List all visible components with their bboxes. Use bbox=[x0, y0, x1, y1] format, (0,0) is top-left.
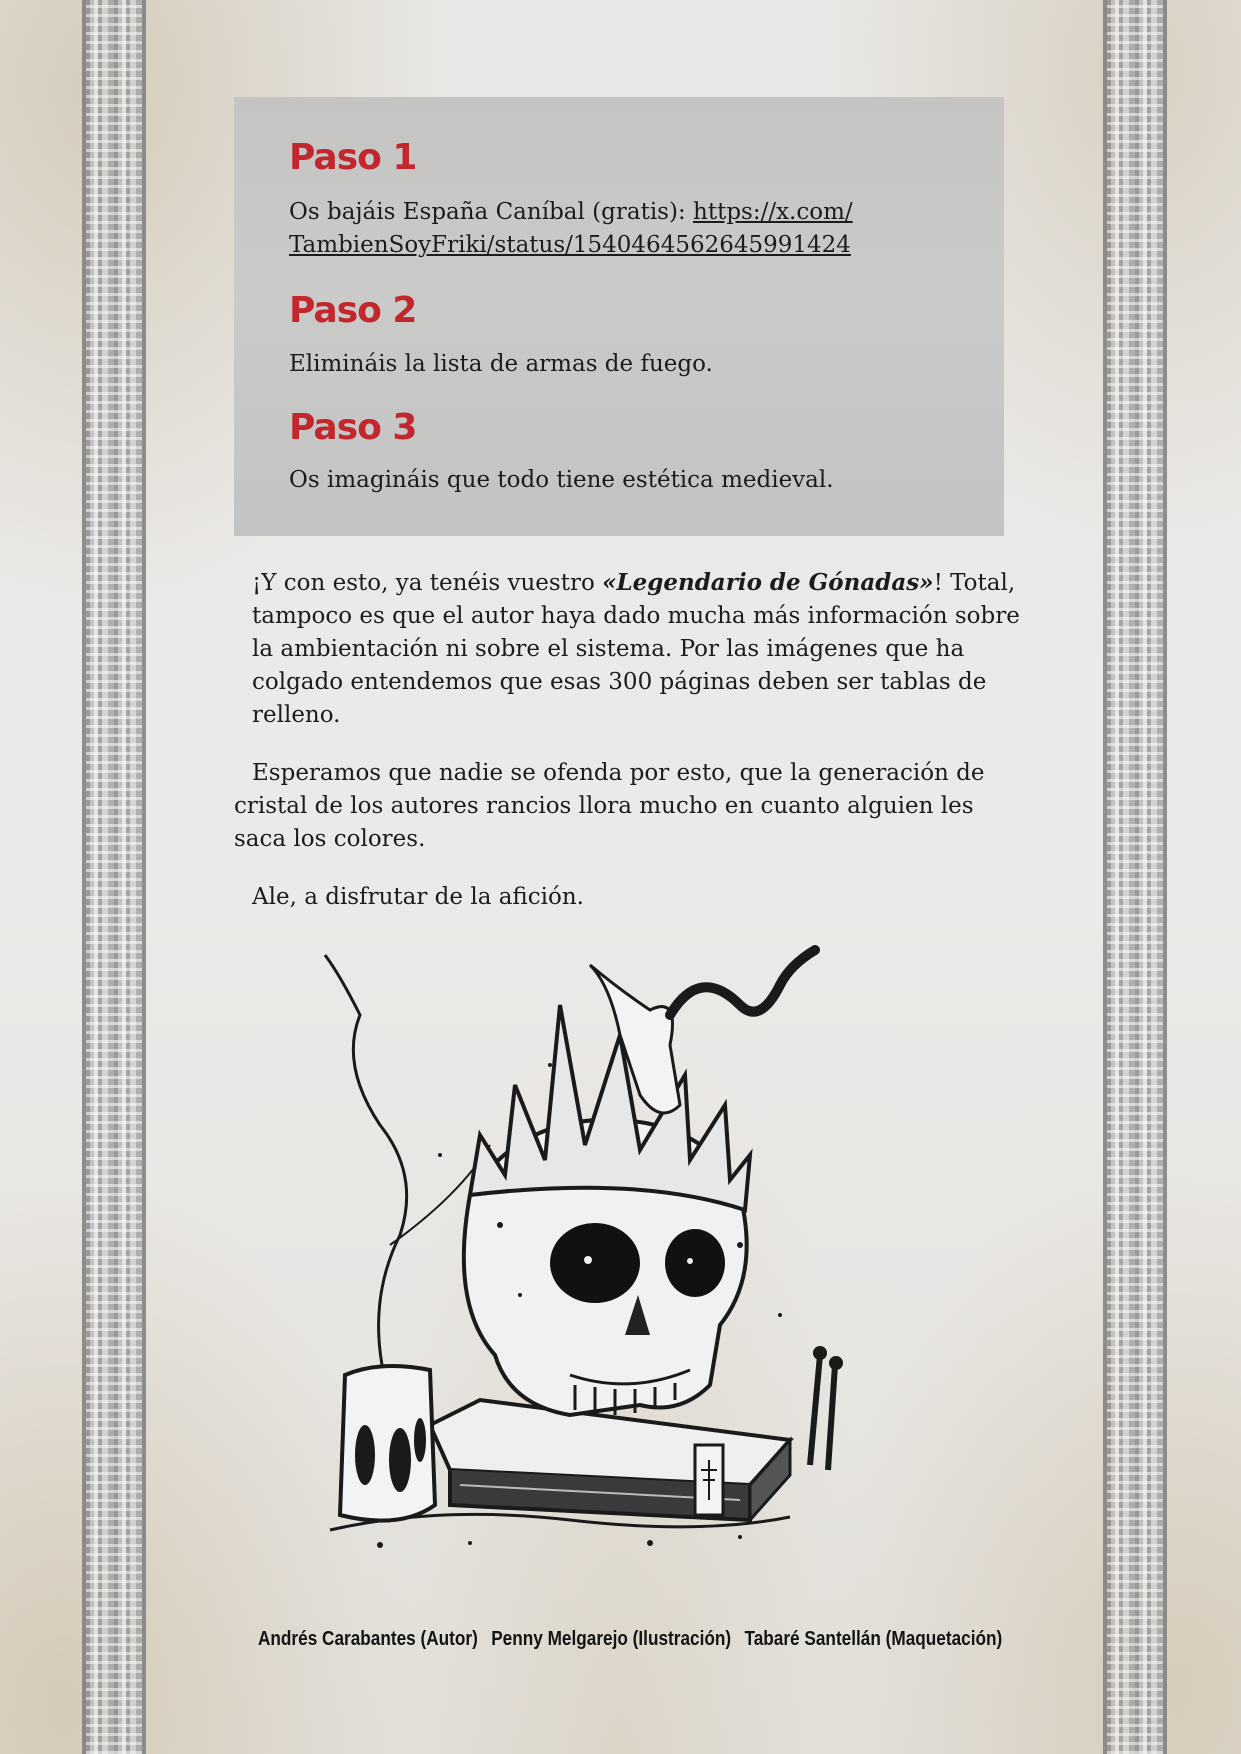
step-2-text: Elimináis la lista de armas de fuego. bbox=[289, 351, 713, 377]
credits-line bbox=[258, 1628, 1003, 1651]
credit-illustrator: Penny Melgarejo (Ilustración) bbox=[491, 1628, 732, 1650]
paragraph-2: Esperamos que nadie se ofenda por esto, que la generación de cristal de los autores rancios llora mucho en cuanto alguien les saca los colores. bbox=[234, 760, 985, 852]
paragraph-1-end: ! Total, tampoco es que el autor haya dado mucha más información sobre la ambientación ni sobre el sistema. Por las imágenes que ha colgado entendemos que esas 300 páginas deben ser tablas de relleno. bbox=[252, 570, 1020, 728]
step-3-title: Paso 3 bbox=[289, 407, 417, 448]
step-1-link[interactable]: https://x.com/ bbox=[693, 199, 853, 225]
step-1-link-continued[interactable]: TambienSoyFriki/status/1540464562645991424 bbox=[289, 232, 851, 258]
skull-crown-book-candle-illustration bbox=[320, 945, 870, 1555]
credit-layout: Tabaré Santellán (Maquetación) bbox=[744, 1628, 1003, 1650]
left-ornamental-border bbox=[82, 0, 146, 1754]
steps-box bbox=[234, 97, 1004, 536]
book-title-emphasis: «Legendario de Gónadas» bbox=[602, 569, 934, 596]
step-1-title: Paso 1 bbox=[289, 137, 417, 178]
step-3-text: Os imagináis que todo tiene estética medieval. bbox=[289, 467, 834, 493]
right-ornamental-border bbox=[1103, 0, 1167, 1754]
paragraph-3: Ale, a disfrutar de la afición. bbox=[252, 884, 584, 910]
step-1-text bbox=[289, 196, 989, 262]
step-1-text-body: Os bajáis España Caníbal (gratis): bbox=[289, 199, 694, 225]
paragraph-1-start: ¡Y con esto, ya tenéis vuestro bbox=[252, 570, 603, 596]
credit-author: Andrés Carabantes (Autor) bbox=[258, 1628, 478, 1650]
step-2-title: Paso 2 bbox=[289, 290, 417, 331]
paragraph-1 bbox=[234, 566, 1022, 732]
